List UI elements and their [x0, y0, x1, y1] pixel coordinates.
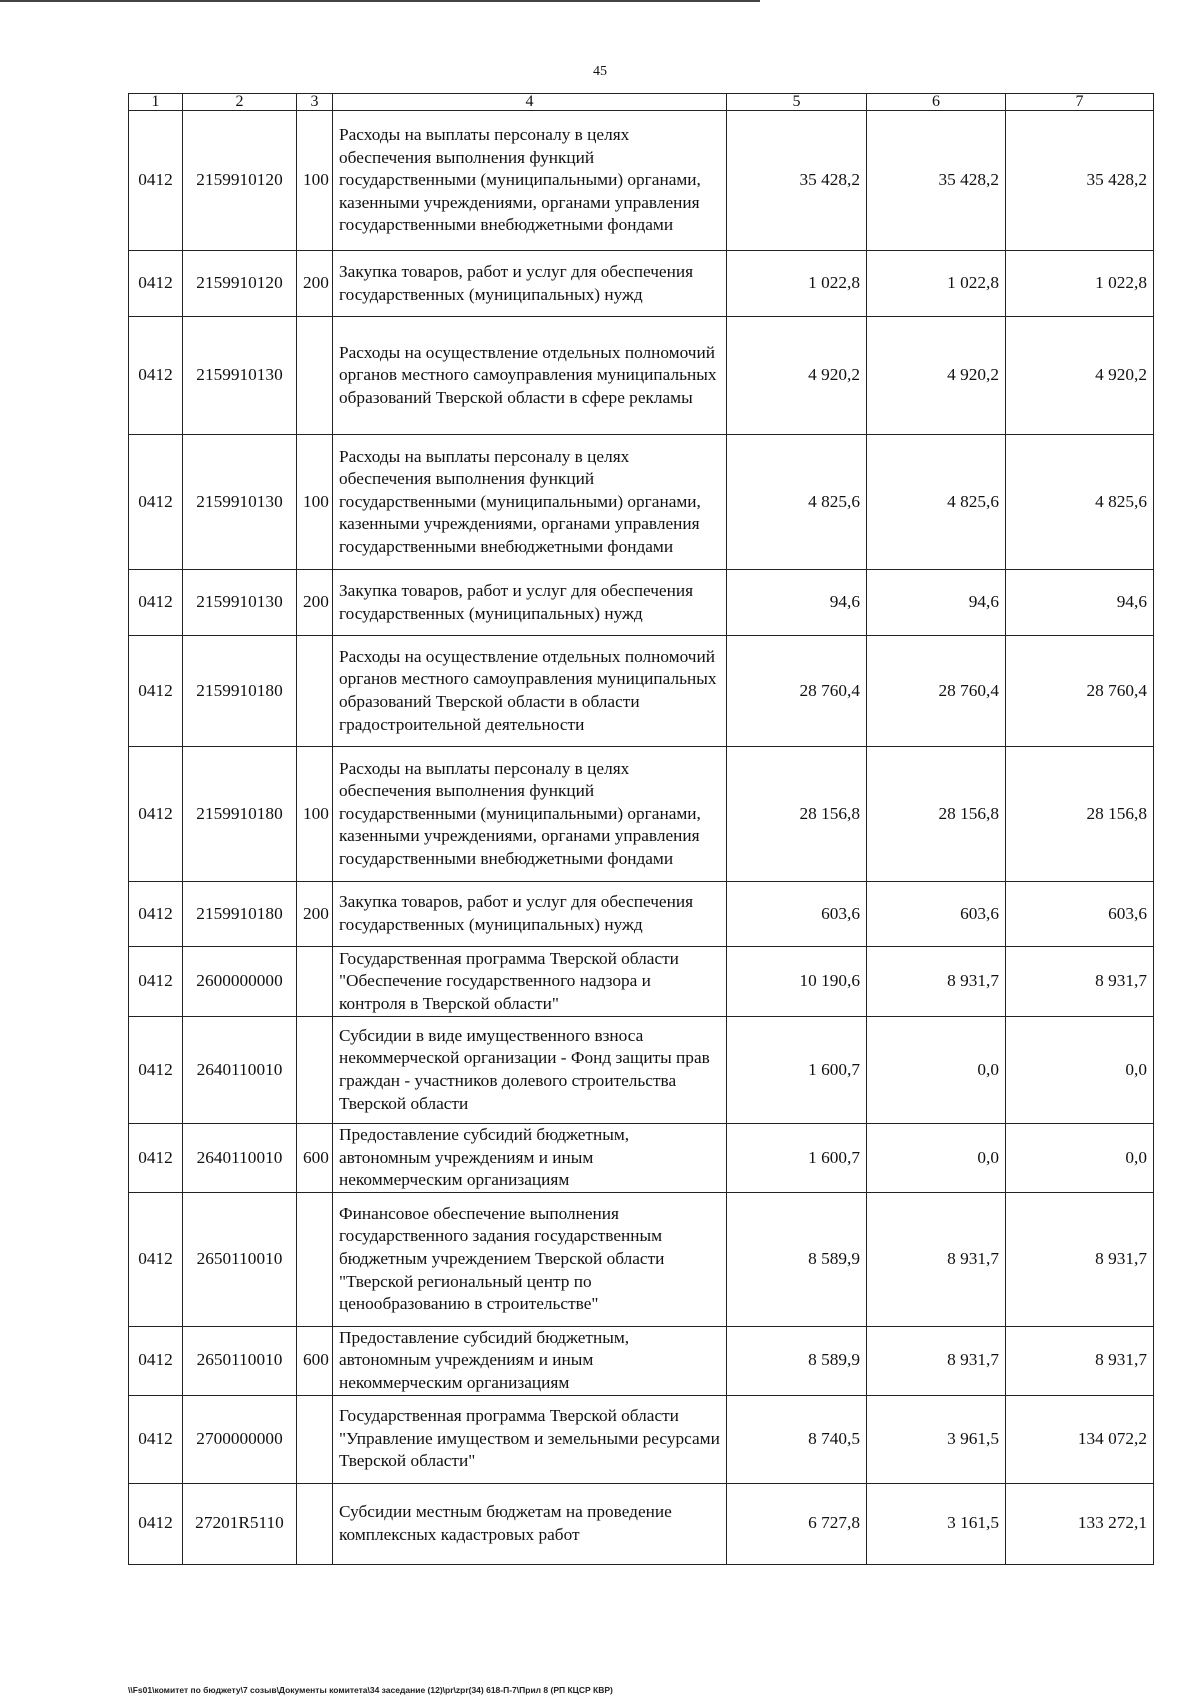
target-article-code: 2159910130 [183, 317, 297, 435]
amount-col7: 35 428,2 [1006, 111, 1154, 251]
amount-col7: 133 272,1 [1006, 1483, 1154, 1564]
target-article-code: 27201R5110 [183, 1483, 297, 1564]
target-article-code: 2159910130 [183, 570, 297, 636]
table-body [129, 111, 1154, 1565]
page-number: 45 [593, 64, 607, 79]
amount-col5: 8 589,9 [727, 1326, 867, 1395]
item-name: Предоставление субсидий бюджетным, автономным учреждениям и иным некоммерческим организациям [333, 1124, 727, 1193]
amount-col6: 28 156,8 [867, 747, 1006, 882]
budget-table [128, 93, 1154, 1565]
table-row [129, 1017, 1154, 1124]
amount-col5: 28 760,4 [727, 636, 867, 747]
item-name: Финансовое обеспечение выполнения государственного задания государственным бюджетным учреждением Тверской области "Тверской региональный центр по ценообразованию в строительстве" [333, 1192, 727, 1326]
expense-kind-code: 600 [297, 1124, 333, 1193]
amount-col5: 4 920,2 [727, 317, 867, 435]
section-code: 0412 [129, 882, 183, 947]
amount-col7: 134 072,2 [1006, 1395, 1154, 1483]
section-code: 0412 [129, 747, 183, 882]
target-article-code: 2159910120 [183, 111, 297, 251]
section-code: 0412 [129, 251, 183, 317]
amount-col5: 1 022,8 [727, 251, 867, 317]
table-row [129, 1395, 1154, 1483]
section-code: 0412 [129, 111, 183, 251]
amount-col7: 28 156,8 [1006, 747, 1154, 882]
amount-col5: 603,6 [727, 882, 867, 947]
column-header: 6 [867, 94, 1006, 111]
target-article-code: 2650110010 [183, 1326, 297, 1395]
target-article-code: 2650110010 [183, 1192, 297, 1326]
amount-col7: 8 931,7 [1006, 947, 1154, 1017]
section-code: 0412 [129, 636, 183, 747]
table-row [129, 435, 1154, 570]
section-code: 0412 [129, 947, 183, 1017]
amount-col6: 603,6 [867, 882, 1006, 947]
table-row [129, 882, 1154, 947]
expense-kind-code: 200 [297, 251, 333, 317]
amount-col5: 1 600,7 [727, 1017, 867, 1124]
amount-col6: 0,0 [867, 1124, 1006, 1193]
amount-col7: 0,0 [1006, 1124, 1154, 1193]
expense-kind-code [297, 1483, 333, 1564]
amount-col6: 0,0 [867, 1017, 1006, 1124]
expense-kind-code: 600 [297, 1326, 333, 1395]
item-name: Закупка товаров, работ и услуг для обеспечения государственных (муниципальных) нужд [333, 570, 727, 636]
expense-kind-code: 200 [297, 570, 333, 636]
section-code: 0412 [129, 1192, 183, 1326]
column-header: 5 [727, 94, 867, 111]
table-row [129, 111, 1154, 251]
amount-col5: 4 825,6 [727, 435, 867, 570]
amount-col6: 8 931,7 [867, 1192, 1006, 1326]
amount-col6: 1 022,8 [867, 251, 1006, 317]
target-article-code: 2159910180 [183, 636, 297, 747]
table-row [129, 1326, 1154, 1395]
item-name: Субсидии местным бюджетам на проведение комплексных кадастровых работ [333, 1483, 727, 1564]
table-row [129, 251, 1154, 317]
top-border-line [0, 0, 760, 2]
target-article-code: 2159910120 [183, 251, 297, 317]
target-article-code: 2159910180 [183, 747, 297, 882]
expense-kind-code [297, 1395, 333, 1483]
section-code: 0412 [129, 435, 183, 570]
amount-col7: 8 931,7 [1006, 1326, 1154, 1395]
amount-col5: 94,6 [727, 570, 867, 636]
column-header: 3 [297, 94, 333, 111]
amount-col7: 603,6 [1006, 882, 1154, 947]
amount-col6: 8 931,7 [867, 1326, 1006, 1395]
amount-col6: 4 825,6 [867, 435, 1006, 570]
amount-col5: 6 727,8 [727, 1483, 867, 1564]
table-row [129, 747, 1154, 882]
amount-col7: 8 931,7 [1006, 1192, 1154, 1326]
amount-col6: 3 961,5 [867, 1395, 1006, 1483]
item-name: Государственная программа Тверской области "Обеспечение государственного надзора и контроля в Тверской области" [333, 947, 727, 1017]
table-row [129, 570, 1154, 636]
expense-kind-code: 100 [297, 111, 333, 251]
item-name: Расходы на выплаты персоналу в целях обеспечения выполнения функций государственными (муниципальными) органами, казенными учреждениями, органами управления государственными внебюджетными фондами [333, 111, 727, 251]
expense-kind-code [297, 317, 333, 435]
table-row [129, 317, 1154, 435]
table-row [129, 947, 1154, 1017]
expense-kind-code [297, 1192, 333, 1326]
item-name: Расходы на осуществление отдельных полномочий органов местного самоуправления муниципальных образований Тверской области в сфере рекламы [333, 317, 727, 435]
target-article-code: 2159910180 [183, 882, 297, 947]
amount-col6: 3 161,5 [867, 1483, 1006, 1564]
amount-col5: 8 740,5 [727, 1395, 867, 1483]
section-code: 0412 [129, 570, 183, 636]
expense-kind-code: 100 [297, 747, 333, 882]
expense-kind-code: 100 [297, 435, 333, 570]
amount-col5: 35 428,2 [727, 111, 867, 251]
amount-col5: 1 600,7 [727, 1124, 867, 1193]
amount-col7: 28 760,4 [1006, 636, 1154, 747]
item-name: Закупка товаров, работ и услуг для обеспечения государственных (муниципальных) нужд [333, 882, 727, 947]
amount-col6: 94,6 [867, 570, 1006, 636]
item-name: Предоставление субсидий бюджетным, автономным учреждениям и иным некоммерческим организациям [333, 1326, 727, 1395]
amount-col6: 8 931,7 [867, 947, 1006, 1017]
target-article-code: 2640110010 [183, 1017, 297, 1124]
column-header: 1 [129, 94, 183, 111]
section-code: 0412 [129, 317, 183, 435]
amount-col7: 4 920,2 [1006, 317, 1154, 435]
section-code: 0412 [129, 1395, 183, 1483]
amount-col5: 28 156,8 [727, 747, 867, 882]
target-article-code: 2700000000 [183, 1395, 297, 1483]
item-name: Расходы на выплаты персоналу в целях обеспечения выполнения функций государственными (муниципальными) органами, казенными учреждениями, органами управления государственными внебюджетными фондами [333, 747, 727, 882]
amount-col5: 10 190,6 [727, 947, 867, 1017]
section-code: 0412 [129, 1483, 183, 1564]
target-article-code: 2159910130 [183, 435, 297, 570]
column-header: 7 [1006, 94, 1154, 111]
amount-col7: 4 825,6 [1006, 435, 1154, 570]
target-article-code: 2640110010 [183, 1124, 297, 1193]
expense-kind-code [297, 947, 333, 1017]
expense-kind-code: 200 [297, 882, 333, 947]
table-row [129, 636, 1154, 747]
table-row [129, 1124, 1154, 1193]
target-article-code: 2600000000 [183, 947, 297, 1017]
expense-kind-code [297, 1017, 333, 1124]
table-row [129, 1192, 1154, 1326]
item-name: Государственная программа Тверской области "Управление имуществом и земельными ресурсами Тверской области" [333, 1395, 727, 1483]
section-code: 0412 [129, 1017, 183, 1124]
amount-col5: 8 589,9 [727, 1192, 867, 1326]
amount-col7: 1 022,8 [1006, 251, 1154, 317]
section-code: 0412 [129, 1124, 183, 1193]
section-code: 0412 [129, 1326, 183, 1395]
amount-col6: 35 428,2 [867, 111, 1006, 251]
column-header: 2 [183, 94, 297, 111]
item-name: Расходы на выплаты персоналу в целях обеспечения выполнения функций государственными (муниципальными) органами, казенными учреждениями, органами управления государственными внебюджетными фондами [333, 435, 727, 570]
expense-kind-code [297, 636, 333, 747]
item-name: Расходы на осуществление отдельных полномочий органов местного самоуправления муниципальных образований Тверской области в области градостроительной деятельности [333, 636, 727, 747]
amount-col7: 94,6 [1006, 570, 1154, 636]
table-row [129, 1483, 1154, 1564]
amount-col6: 4 920,2 [867, 317, 1006, 435]
amount-col7: 0,0 [1006, 1017, 1154, 1124]
item-name: Субсидии в виде имущественного взноса некоммерческой организации - Фонд защиты прав граждан - участников долевого строительства Тверской области [333, 1017, 727, 1124]
table-header-row [129, 94, 1154, 111]
amount-col6: 28 760,4 [867, 636, 1006, 747]
item-name: Закупка товаров, работ и услуг для обеспечения государственных (муниципальных) нужд [333, 251, 727, 317]
file-path-footer: \\Fs01\комитет по бюджету\7 созыв\Документы комитета\34 заседание (12)\pr\zpr(34) 618-П-7\Прил 8 (РП КЦСР КВР) [128, 1685, 613, 1695]
column-header: 4 [333, 94, 727, 111]
